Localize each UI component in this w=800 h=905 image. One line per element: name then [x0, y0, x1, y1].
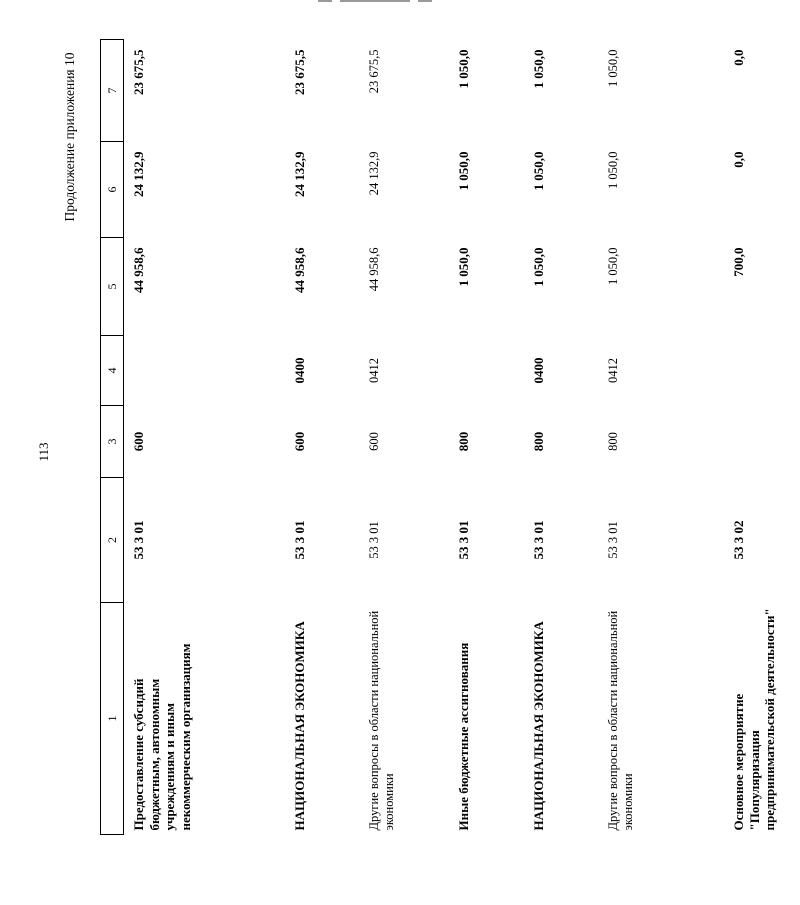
amount-col7: 1 050,0: [606, 49, 620, 87]
amount-col5: 1 050,0: [606, 247, 620, 285]
amount-col6: 24 132,9: [367, 151, 381, 196]
column-header: 1: [101, 603, 124, 835]
section-code: 0412: [606, 358, 620, 383]
row-name: Предоставление субсидий бюджетным, автономным учреждениям и иным некоммерческим организациям: [131, 643, 193, 831]
amount-col7: 1 050,0: [531, 49, 546, 89]
section-code: 0400: [292, 357, 307, 384]
amount-col7: 0,0: [731, 49, 746, 66]
column-header: 3: [101, 406, 124, 478]
section-code: [449, 336, 524, 406]
budget-table-container: [100, 40, 778, 835]
program-code: 53 3 01: [531, 520, 546, 560]
amount-col7: 23 675,5: [131, 49, 146, 95]
column-header: 4: [101, 336, 124, 406]
amount-col6: 24 132,9: [292, 151, 307, 197]
program-code: 53 3 01: [456, 520, 471, 560]
row-name: Основное мероприятие "Популяризация предпринимательской деятельности": [731, 608, 778, 831]
row-name: НАЦИОНАЛЬНАЯ ЭКОНОМИКА: [531, 621, 546, 831]
section-code: 0412: [367, 358, 381, 383]
table-row: [599, 40, 724, 835]
program-code: 53 3 01: [606, 521, 620, 559]
scan-edge-artifact: [318, 0, 438, 4]
expense-type-code: 600: [292, 431, 307, 452]
row-name: НАЦИОНАЛЬНАЯ ЭКОНОМИКА: [292, 621, 307, 831]
program-code: 53 3 01: [367, 521, 381, 559]
column-header: 6: [101, 142, 124, 238]
expense-type-code: 800: [606, 432, 620, 451]
section-code: 0400: [531, 357, 546, 384]
amount-col5: 1 050,0: [531, 247, 546, 287]
expense-type-code: 800: [456, 431, 471, 452]
page-heading: Продолжение приложения 10: [62, 52, 77, 222]
amount-col6: 0,0: [731, 151, 746, 168]
row-name: Другие вопросы в области национальной экономики: [367, 610, 396, 831]
amount-col7: 1 050,0: [456, 49, 471, 89]
amount-col5: 44 958,6: [131, 247, 146, 293]
amount-col6: 1 050,0: [531, 151, 546, 191]
program-code: 53 3 01: [292, 520, 307, 560]
expense-type-code: [724, 406, 800, 478]
page-number: 113: [36, 442, 51, 462]
expense-type-code: 600: [131, 431, 146, 452]
budget-table: [100, 39, 800, 835]
amount-col6: 24 132,9: [131, 151, 146, 197]
section-code: [724, 336, 800, 406]
column-header: 2: [101, 478, 124, 603]
amount-col5: 44 958,6: [367, 247, 381, 292]
amount-col7: 23 675,5: [367, 49, 381, 94]
amount-col7: 23 675,5: [292, 49, 307, 95]
column-header: 7: [101, 40, 124, 142]
expense-type-code: 600: [367, 432, 381, 451]
expense-type-code: 800: [531, 431, 546, 452]
program-code: 53 3 02: [731, 520, 746, 560]
amount-col6: 1 050,0: [456, 151, 471, 191]
amount-col6: 1 050,0: [606, 151, 620, 189]
amount-col5: 1 050,0: [456, 247, 471, 287]
table-row: [124, 40, 286, 835]
section-code: [124, 336, 286, 406]
amount-col5: 44 958,6: [292, 247, 307, 293]
table-row: [524, 40, 599, 835]
column-number-row: [101, 40, 124, 835]
table-row: [449, 40, 524, 835]
column-header: 5: [101, 238, 124, 336]
program-code: 53 3 01: [131, 520, 146, 560]
table-row: [285, 40, 360, 835]
table-row: [724, 40, 800, 835]
row-name: Другие вопросы в области национальной экономики: [606, 610, 635, 831]
table-row: [360, 40, 449, 835]
amount-col5: 700,0: [731, 247, 746, 277]
row-name: Иные бюджетные ассигнования: [456, 642, 471, 831]
